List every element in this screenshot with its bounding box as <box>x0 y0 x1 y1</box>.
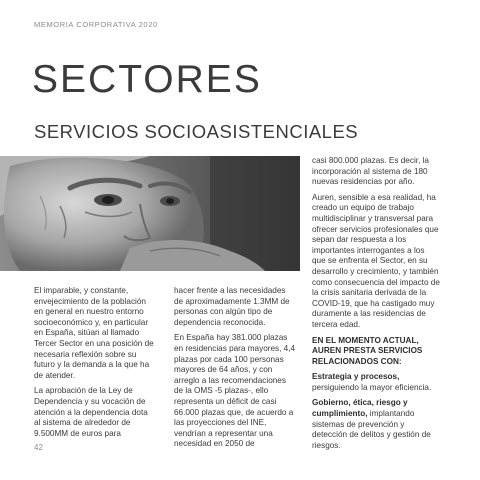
service-item-text: persiguiendo la mayor eficiencia. <box>312 382 432 392</box>
text-column-3 <box>312 156 440 456</box>
service-item <box>312 372 440 393</box>
paragraph: casi 800.000 plazas. Es decir, la incorporación al sistema de 180 nuevas residencias por año. <box>312 156 429 187</box>
paragraph: Auren, sensible a esa realidad, ha creado un equipo de trabajo multidisciplinar y transversal para ofrecer servicios profesionales que sepan dar respuesta a los importantes interrogantes a los que se enfrenta el Sector, en su desarrollo y crecimiento, y también como consecuencia del impacto de la crisis sanitaria derivada de la COVID-19, que ha castigado muy duramente a las residencias de tercera edad. <box>312 192 440 329</box>
service-item-label: Gobierno, ética, riesgo y cumplimiento, <box>312 398 408 419</box>
paragraph: hacer frente a las necesidades de aproximadamente 1.3MM de personas con algún tipo de dependencia reconocida. <box>174 286 290 327</box>
text-column-1 <box>34 286 156 444</box>
paragraph: La aprobación de la Ley de Dependencia y su vocación de atención a la dependencia dota al sistema de alrededor de 9.500MM de euros para <box>34 386 148 438</box>
text-column-2 <box>174 286 296 455</box>
page-title: SECTORES <box>32 58 262 101</box>
paragraph: El imparable, y constante, envejecimiento de la población en general en nuestro entorno socioeconómico y, en particular en España, sitúan al llamado Tercer Sector en una posición de necesaria reflexión sobre su futuro y la demanda a la que ha de atender. <box>34 286 154 380</box>
page-number: 42 <box>34 443 43 452</box>
service-item-text: implantando sistemas de prevención y detección de delitos y gestión de riesgos. <box>312 409 431 450</box>
paragraph: En España hay 381.000 plazas en residencias para mayores, 4,4 plazas por cada 100 personas mayores de 64 años, y con arreglo a las recomendaciones de la OMS -5 plazas-, ello representa un déficit de casi 66.000 plazas que, de acuerdo a las proyecciones del INE, vendrían a representar una necesidad en 2050 de <box>174 333 296 449</box>
services-heading: EN EL MOMENTO ACTUAL, AUREN PRESTA SERVICIOS RELACIONADOS CON: <box>312 335 423 366</box>
service-item-label: Estrategia y procesos, <box>312 372 400 382</box>
section-subtitle: SERVICIOS SOCIOASISTENCIALES <box>34 121 359 142</box>
service-item <box>312 398 440 451</box>
running-header: MEMORIA CORPORATIVA 2020 <box>34 20 158 29</box>
elderly-man-photo <box>0 156 300 271</box>
